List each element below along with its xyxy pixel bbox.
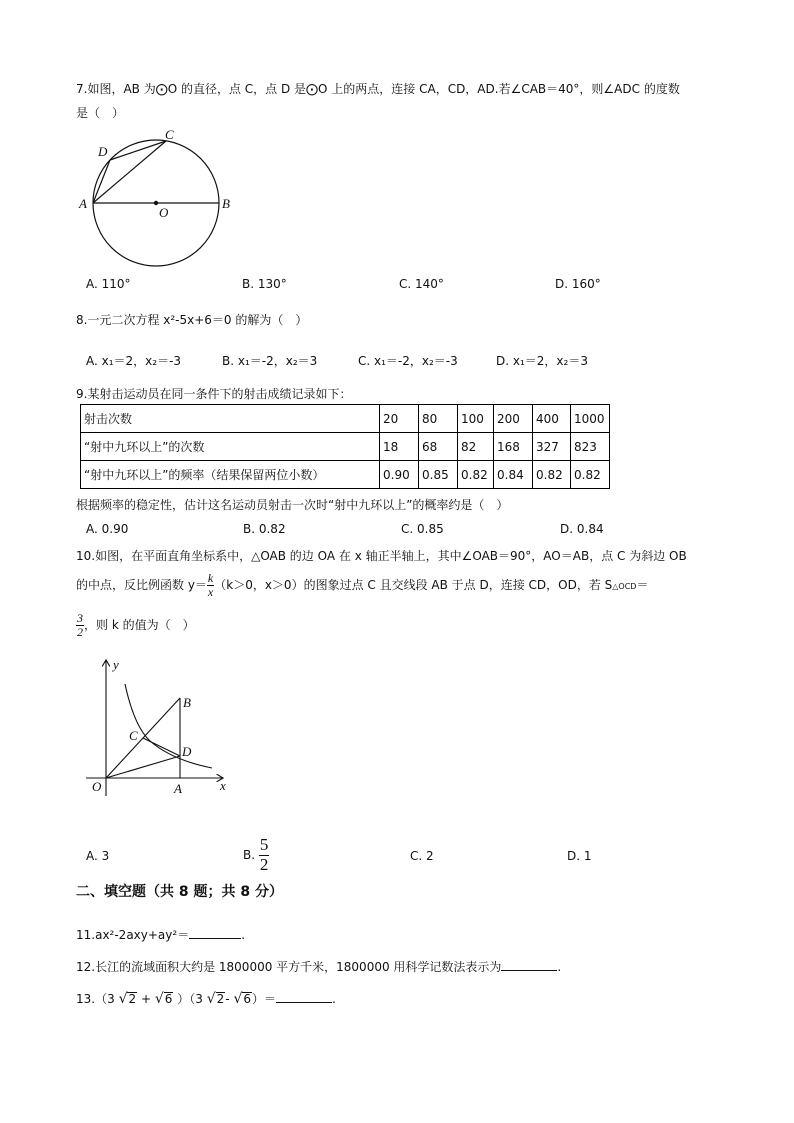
label-a: A xyxy=(174,781,182,796)
sqrt-sign-icon: √ xyxy=(233,991,243,1007)
center-dot xyxy=(154,201,158,205)
table-cell: 80 xyxy=(419,405,458,433)
q9-option-d: D. 0.84 xyxy=(560,522,604,536)
sqrt-sign-icon: √ xyxy=(206,991,216,1007)
table-cell: “射中九环以上”的次数 xyxy=(81,433,380,461)
minus-sign: - xyxy=(225,992,230,1006)
table-cell: 823 xyxy=(571,433,610,461)
radicand: 6 xyxy=(164,992,173,1006)
fraction-denominator: 2 xyxy=(259,854,269,874)
table-cell: 0.82 xyxy=(533,461,571,489)
five-halves-fraction xyxy=(259,836,270,874)
label-o: O xyxy=(159,205,169,220)
table-row xyxy=(81,433,610,461)
sqrt-sign-icon: √ xyxy=(118,991,128,1007)
label-d: D xyxy=(98,144,108,159)
q10-equals: ＝ xyxy=(636,578,649,593)
table-cell: 0.90 xyxy=(380,461,419,489)
q11-text: 11.ax²-2axy+ay²＝ xyxy=(76,928,190,942)
q12-period: . xyxy=(557,960,562,974)
q10-stem-line3 xyxy=(76,612,195,639)
fraction-numerator: 3 xyxy=(77,611,83,625)
q13-part2: ）（3 xyxy=(177,992,203,1006)
q13-period: . xyxy=(332,992,336,1006)
table-cell: 100 xyxy=(458,405,494,433)
q9-option-b: B. 0.82 xyxy=(243,522,286,536)
table-cell: 0.85 xyxy=(419,461,458,489)
segment-cd xyxy=(143,738,180,756)
fraction-numerator: k xyxy=(207,571,214,585)
table-cell: 1000 xyxy=(571,405,610,433)
q7-option-a: A. 110° xyxy=(86,277,131,291)
shooting-table xyxy=(80,404,610,489)
q7-option-d: D. 160° xyxy=(555,277,601,291)
q10-stem-line2 xyxy=(76,572,648,599)
q12 xyxy=(76,958,561,975)
q8-option-a: A. x₁＝2，x₂＝-3 xyxy=(86,354,182,368)
radicand: 2 xyxy=(128,992,137,1006)
q11-period: . xyxy=(241,928,246,942)
q10-option-a: A. 3 xyxy=(86,849,110,863)
table-cell: 168 xyxy=(494,433,533,461)
table-cell: 400 xyxy=(533,405,571,433)
label-b: B xyxy=(183,695,191,710)
label-c: C xyxy=(129,728,138,743)
table-cell: 0.82 xyxy=(458,461,494,489)
q10-option-d: D. 1 xyxy=(567,849,592,863)
q7-circle-figure xyxy=(76,126,246,276)
q9-after-text: 根据频率的稳定性，估计这名运动员射击一次时“射中九环以上”的概率约是（ ） xyxy=(76,498,509,512)
radicand: 6 xyxy=(243,992,251,1006)
q8-stem: 8.一元二次方程 x²-5x+6＝0 的解为（ ） xyxy=(76,313,308,327)
q8-option-d: D. x₁＝2，x₂＝3 xyxy=(496,354,588,368)
q9-stem: 9.某射击运动员在同一条件下的射击成绩记录如下： xyxy=(76,387,352,401)
table-cell: 200 xyxy=(494,405,533,433)
area-subscript: △OCD xyxy=(612,582,637,592)
label-c: C xyxy=(165,127,174,142)
q7-stem-line1: 7.如图，AB 为⨀O 的直径，点 C，点 D 是⨀O 上的两点，连接 CA，CD，AD.若∠CAB＝40°，则∠ADC 的度数 xyxy=(76,82,680,96)
q13-part1: 13.（3 xyxy=(76,992,115,1006)
q10-line2-pre: 的中点，反比例函数 y＝ xyxy=(76,578,207,593)
q12-text: 12.长江的流域面积大约是 1800000 平方千米，1800000 用科学记数法表示为 xyxy=(76,960,502,974)
table-cell: “射中九环以上”的频率（结果保留两位小数） xyxy=(81,461,380,489)
table-row xyxy=(81,461,610,489)
q9-option-a: A. 0.90 xyxy=(86,522,129,536)
answer-blank[interactable] xyxy=(189,938,241,939)
table-cell: 0.82 xyxy=(571,461,610,489)
q9-option-c: C. 0.85 xyxy=(401,522,444,536)
table-cell: 327 xyxy=(533,433,571,461)
three-halves-fraction xyxy=(76,612,84,639)
q13 xyxy=(76,990,336,1007)
q10-line3-text: ，则 k 的值为（ ） xyxy=(84,618,195,633)
plus-sign: + xyxy=(140,992,152,1006)
label-a: A xyxy=(79,196,87,211)
q10-option-b-prefix: B. xyxy=(243,848,256,863)
table-cell: 82 xyxy=(458,433,494,461)
label-b: B xyxy=(222,196,230,211)
answer-blank[interactable] xyxy=(501,970,557,971)
radicand: 2 xyxy=(216,992,225,1006)
q11 xyxy=(76,926,245,943)
segment-od xyxy=(106,756,180,778)
q8-option-c: C. x₁＝-2，x₂＝-3 xyxy=(358,354,458,368)
segment-dc xyxy=(110,141,166,160)
q13-part3: ）＝ xyxy=(252,992,277,1006)
table-cell: 0.84 xyxy=(494,461,533,489)
label-x: x xyxy=(220,778,226,793)
q10-line2-post: （k＞0，x＞0）的图象过点 C 且交线段 AB 于点 D，连接 CD，OD，若 S xyxy=(214,578,613,593)
label-y: y xyxy=(113,657,119,672)
answer-blank[interactable] xyxy=(276,1002,332,1003)
table-cell: 18 xyxy=(380,433,419,461)
q7-stem-line2: 是（ ） xyxy=(76,106,125,120)
table-cell: 68 xyxy=(419,433,458,461)
table-row xyxy=(81,405,610,433)
hyperbola-curve xyxy=(125,684,212,768)
fraction-denominator: 2 xyxy=(77,625,83,640)
q7-option-c: C. 140° xyxy=(399,277,444,291)
sqrt-sign-icon: √ xyxy=(154,991,164,1007)
q7-option-b: B. 130° xyxy=(242,277,287,291)
label-o: O xyxy=(92,779,102,794)
q10-option-b xyxy=(243,836,269,874)
label-d: D xyxy=(182,744,192,759)
table-cell: 射击次数 xyxy=(81,405,380,433)
section-title: 二、填空题（共 8 题；共 8 分） xyxy=(76,884,283,900)
q10-option-c: C. 2 xyxy=(410,849,434,863)
q10-coordinate-figure xyxy=(82,656,242,801)
fraction-denominator: x xyxy=(207,585,214,600)
fraction-numerator: 5 xyxy=(259,835,269,854)
q10-stem-line1: 10.如图，在平面直角坐标系中，△OAB 的边 OA 在 x 轴正半轴上，其中∠OAB＝90°，AO＝AB，点 C 为斜边 OB xyxy=(76,549,687,563)
q8-option-b: B. x₁＝-2，x₂＝3 xyxy=(222,354,318,368)
table-cell: 20 xyxy=(380,405,419,433)
